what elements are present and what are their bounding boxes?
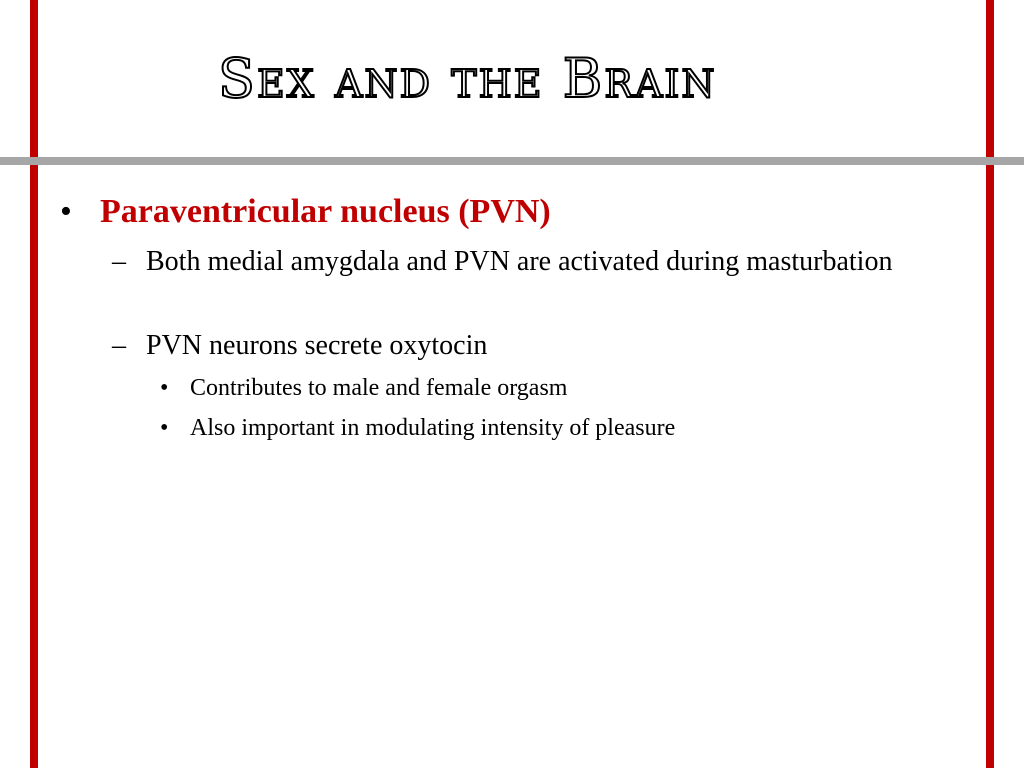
sub-sub-point-text: Contributes to male and female orgasm xyxy=(190,375,568,401)
sub-sub-point-text: Also important in modulating intensity of pleasure xyxy=(190,415,676,441)
dash-marker: – xyxy=(112,330,126,361)
sub-sub-point xyxy=(60,370,940,406)
slide-body xyxy=(60,190,940,446)
sub-point xyxy=(60,326,940,366)
sub-point-text: Both medial amygdala and PVN are activated during masturbation xyxy=(146,246,893,277)
dash-marker: – xyxy=(112,246,126,277)
bullet-marker: • xyxy=(160,415,169,441)
sub-point-text: PVN neurons secrete oxytocin xyxy=(146,330,488,361)
right-accent-bar xyxy=(986,0,994,768)
bullet-marker: • xyxy=(160,375,169,401)
bullet-heading xyxy=(60,190,940,234)
bullet-marker: • xyxy=(60,193,72,230)
bullet-heading-text: Paraventricular nucleus (PVN) xyxy=(100,193,551,230)
slide-title: Sex and the Brain xyxy=(218,47,717,110)
sub-point xyxy=(60,242,940,282)
sub-sub-point xyxy=(60,410,940,446)
left-accent-bar xyxy=(30,0,38,768)
title-divider xyxy=(0,157,1024,165)
